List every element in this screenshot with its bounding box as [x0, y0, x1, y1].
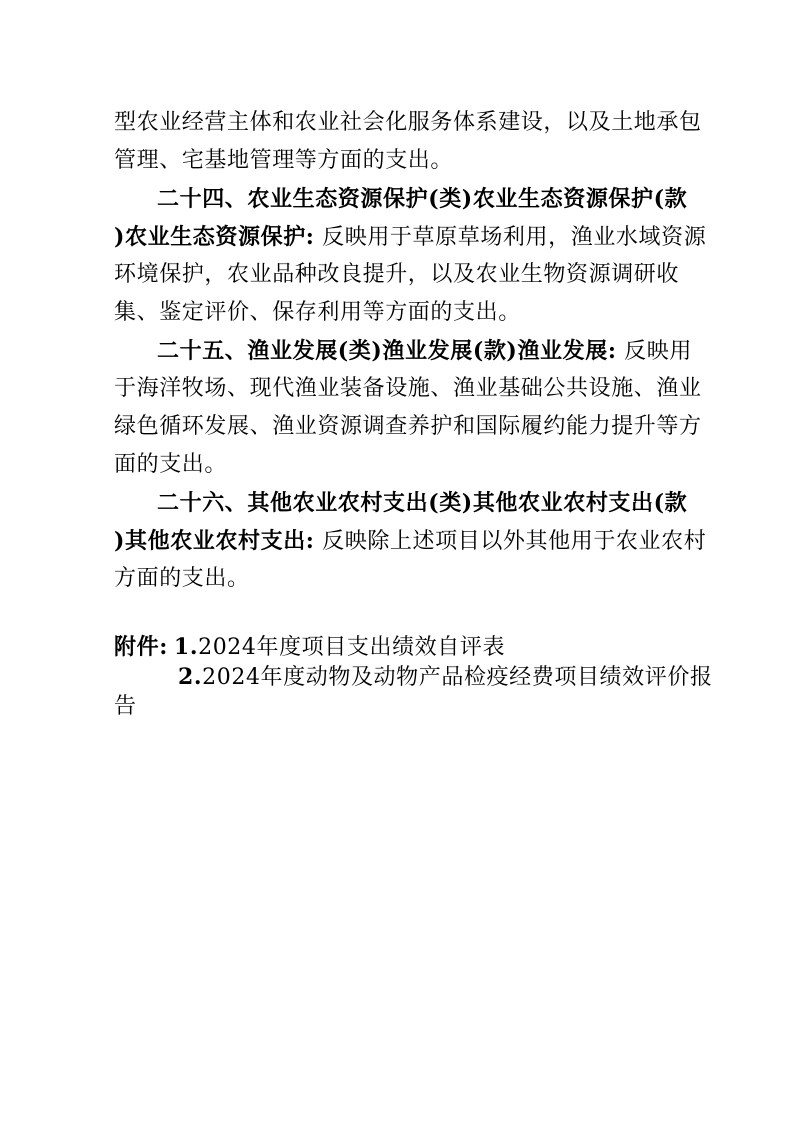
paragraph-line: 方面的支出。 — [114, 566, 250, 591]
paragraph-line: 环境保护，农业品种改良提升，以及农业生物资源调研收 — [114, 262, 680, 287]
paragraph-line: 管理、宅基地管理等方面的支出。 — [114, 148, 454, 173]
paragraph-line: 于海洋牧场、现代渔业装备设施、渔业基础公共设施、渔业 — [114, 376, 702, 401]
paragraph-line — [114, 222, 706, 253]
section-heading-26: 二十六、其他农业农村支出(类)其他农业农村支出(款 — [157, 490, 688, 516]
attachment-title: 2024年度动物及动物产品检疫经费项目绩效评价报 — [202, 665, 713, 690]
section-heading-24: 二十四、农业生态资源保护(类)农业生态资源保护(款 — [157, 186, 688, 212]
paragraph-line — [114, 526, 706, 557]
section-body: 反映除上述项目以外其他用于农业农村 — [314, 529, 707, 554]
attachment-item-2 — [178, 662, 713, 693]
attachment-title-cont: 告 — [114, 694, 137, 719]
attachment-title: 2024年度项目支出绩效自评表 — [198, 635, 506, 660]
section-heading-25: 二十五、渔业发展(类)渔业发展(款)渔业发展: — [157, 338, 617, 364]
section-body: 反映用于草原草场利用，渔业水域资源 — [314, 225, 707, 250]
section-body: 反映用 — [616, 339, 692, 364]
paragraph-line — [157, 336, 692, 367]
paragraph-line: 集、鉴定评价、保存利用等方面的支出。 — [114, 300, 521, 325]
attachment-item-1 — [114, 632, 505, 663]
paragraph-line: 面的支出。 — [114, 452, 228, 477]
paragraph-line: 型农业经营主体和农业社会化服务体系建设，以及土地承包 — [114, 110, 702, 135]
paragraph-line: 绿色循环发展、渔业资源调查养护和国际履约能力提升等方 — [114, 414, 702, 439]
section-heading-26-cont: )其他农业农村支出: — [114, 528, 315, 554]
section-heading-24-cont: )农业生态资源保护: — [114, 224, 315, 250]
attachments-label: 附件: — [114, 634, 168, 660]
attachment-number: 1. — [173, 634, 199, 660]
attachment-number: 2. — [178, 664, 203, 690]
